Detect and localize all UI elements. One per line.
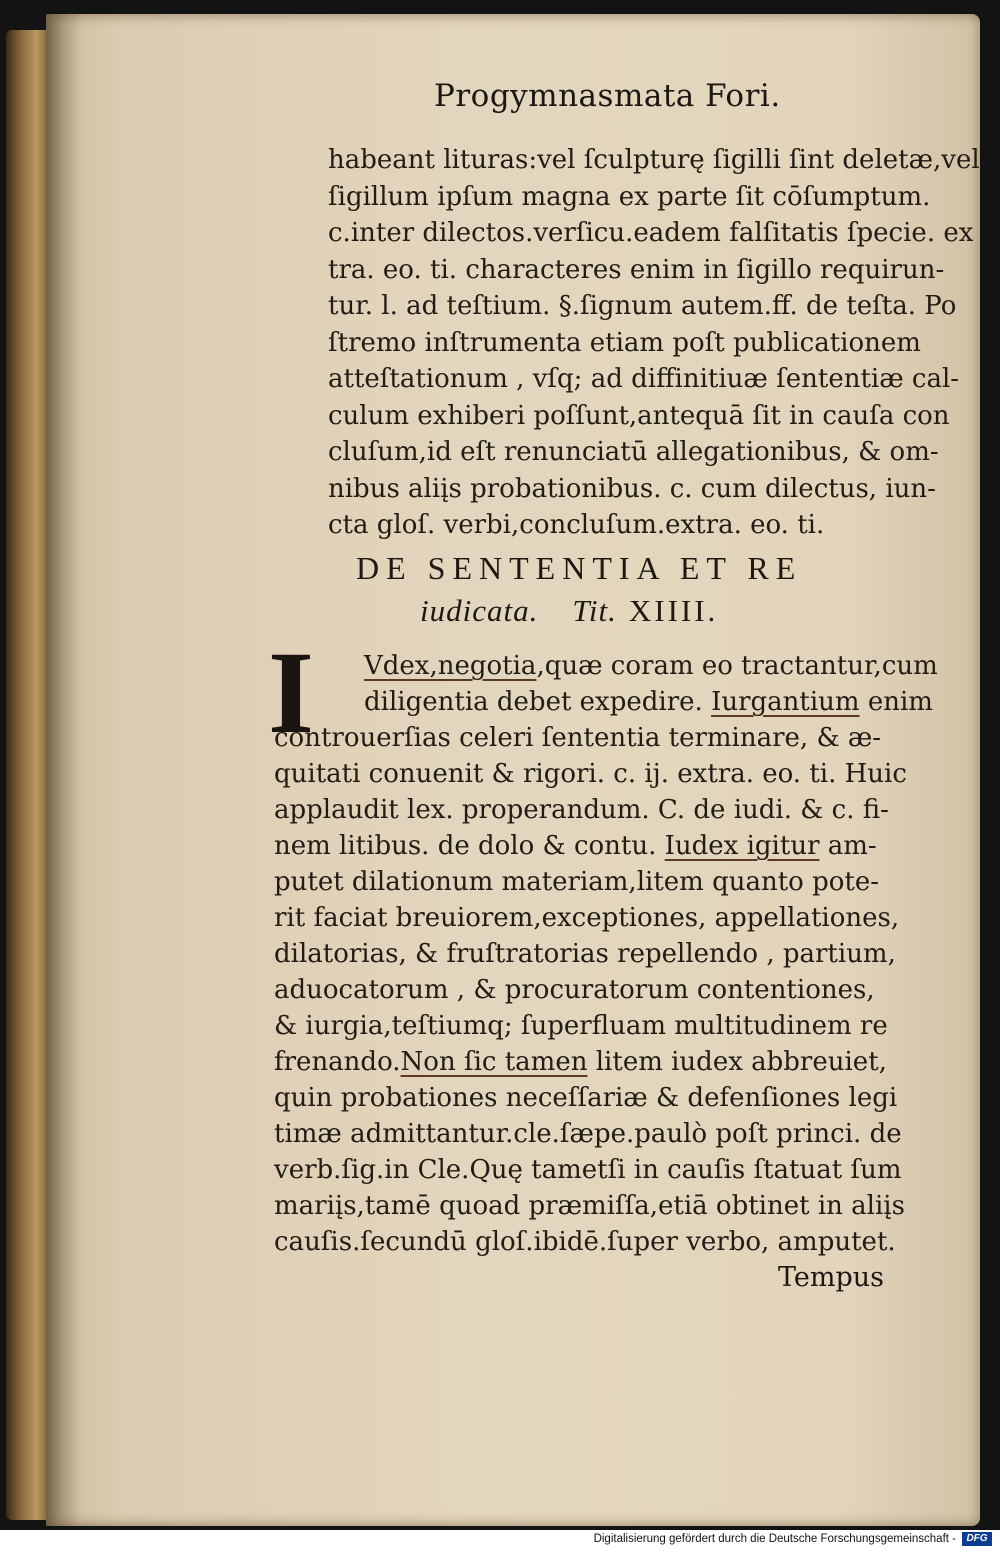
body-text: ,quæ coram eo tractantur,cum (536, 651, 938, 681)
body-line: tur. l. ad teſtium. §.ſignum autem.ff. de teſta. Po (328, 291, 957, 321)
body-line: atteſtationum , vſq; ad diffinitiuæ ſententiæ cal- (328, 364, 960, 394)
section-tit: Tit. (572, 593, 617, 628)
body-line (364, 684, 933, 720)
body-line (364, 648, 938, 684)
body-line: quitati conuenit & rigori. c. ij. extra. eo. ti. Huic (274, 759, 907, 789)
body-line: controuerſias celeri ſententia terminare, & æ- (274, 723, 882, 753)
body-line (274, 1044, 887, 1080)
body-line: mariįs,tamē quoad præmiſſa,etiā obtinet in aliįs (274, 1191, 905, 1221)
body-line: timæ admittantur.cle.ſæpe.paulò poſt princi. de (274, 1119, 902, 1149)
underlined-phrase: Non ſic tamen (400, 1047, 588, 1077)
body-line: verb.ſig.in Cle.Quę tametſi in cauſis ſtatuat ſum (274, 1155, 902, 1185)
body-text: nem litibus. de dolo & contu. (274, 831, 657, 861)
body-line: cluſum,id eſt renunciatū allegationibus, & om- (328, 437, 939, 467)
body-line: & iurgia,teſtiumq; ſuperfluam multitudinem re (274, 1011, 888, 1041)
body-line: culum exhiberi poſſunt,antequā ſit in cauſa con (328, 400, 950, 431)
body-line: applaudit lex. properandum. C. de iudi. & c. fi- (274, 795, 889, 825)
body-line (274, 828, 877, 864)
body-text: litem iudex abbreuiet, (587, 1047, 887, 1077)
body-line: cauſis.ſecundū gloſ.ibidē.ſuper verbo, amputet. (274, 1227, 896, 1257)
body-line: dilatorias, & fruſtratorias repellendo , partium, (274, 939, 896, 969)
drop-cap-initial: I (268, 627, 314, 758)
section-sub-word: iudicata. (420, 593, 539, 628)
catchword: Tempus (778, 1262, 885, 1293)
funding-credit: Digitalisierung gefördert durch die Deutsche Forschungsgemeinschaft - (593, 1533, 956, 1545)
dfg-logo: DFG (962, 1532, 992, 1546)
body-line: habeant lituras:vel ſculpturę ſigilli ſint deletæ,vel (328, 145, 980, 175)
body-text: enim (859, 687, 933, 717)
section-subheading (420, 593, 718, 629)
body-line: rit faciat breuiorem,exceptiones, appellationes, (274, 903, 900, 933)
body-text: diligentia debet expedire. (364, 687, 703, 717)
section-heading: DE SENTENTIA ET RE (356, 550, 803, 586)
body-text: frenando. (274, 1047, 401, 1077)
gutter-shadow (46, 14, 82, 1526)
underlined-phrase: Iudex igitur (664, 831, 820, 861)
body-line: c.inter dilectos.verſicu.eadem falſitatis ſpecie. ex (328, 218, 974, 248)
body-line: ſtremo inſtrumenta etiam poſt publicationem (328, 327, 921, 358)
body-line: aduocatorum , & procuratorum contentiones, (274, 975, 875, 1005)
body-line: nibus aliįs probationibus. c. cum dilectus, iun- (328, 473, 936, 504)
section-number: XIIII. (628, 593, 719, 628)
body-line: quin probationes neceſſariæ & defenſiones legi (274, 1083, 898, 1113)
underlined-phrase: Vdex,negotia (364, 651, 537, 681)
body-text: am- (819, 831, 877, 861)
body-line: putet dilationum materiam,litem quanto pote- (274, 867, 879, 897)
body-line: tra. eo. ti. characteres enim in ſigillo requirun- (328, 254, 945, 285)
running-head: Progymnasmata Fori. (434, 78, 781, 114)
body-line: ſigillum ipſum magna ex parte ſit cōſumptum. (328, 181, 931, 212)
book-spine (6, 30, 50, 1520)
underlined-phrase: Iurgantium (711, 687, 860, 717)
body-line: cta gloſ. verbi,concluſum.extra. eo. ti. (328, 510, 825, 540)
